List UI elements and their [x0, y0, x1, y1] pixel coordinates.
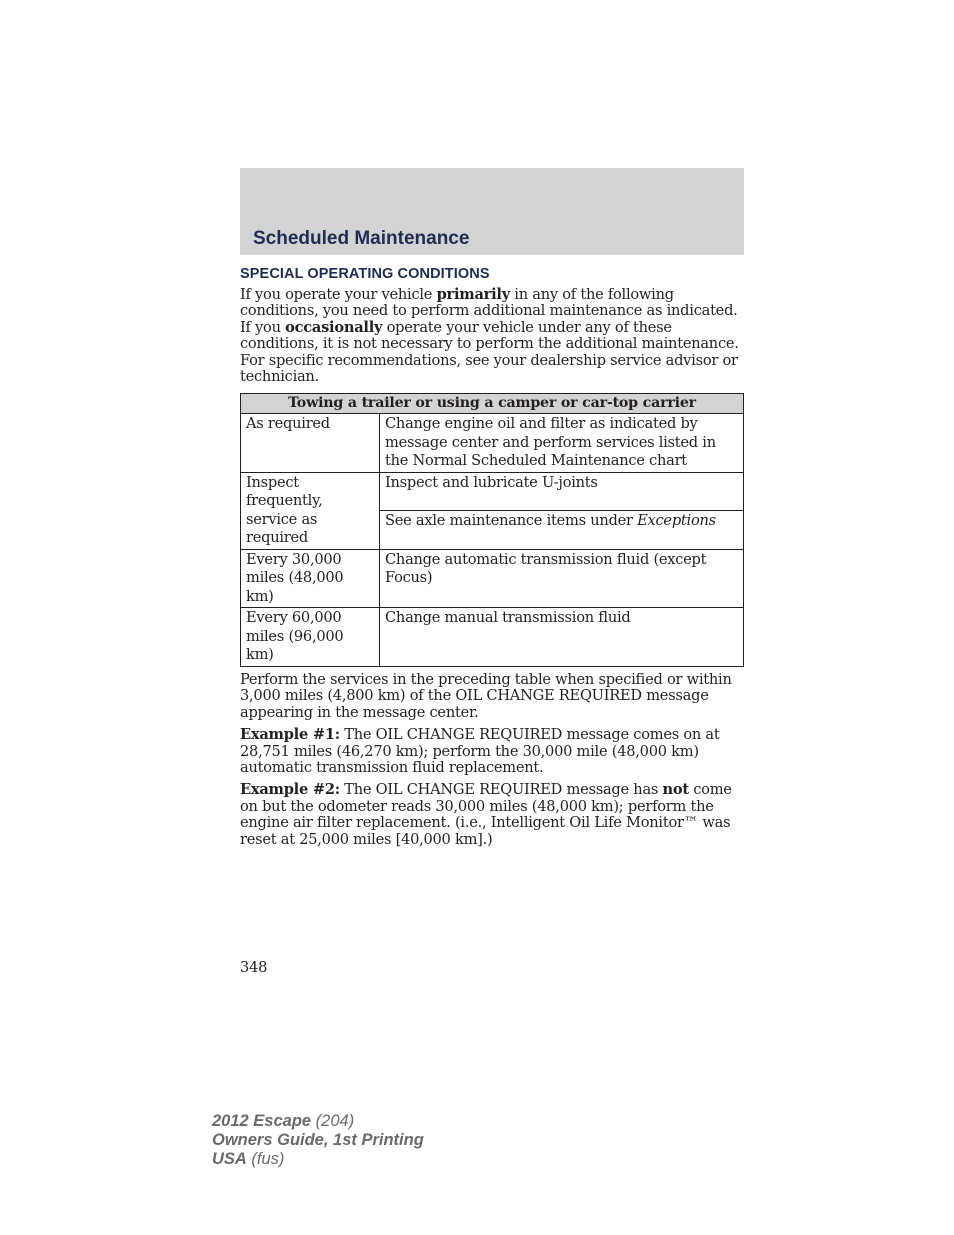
- interval-cell: Inspect frequently, service as required: [241, 472, 380, 549]
- interval-cell: As required: [241, 414, 380, 473]
- example-1-paragraph: Example #1: The OIL CHANGE REQUIRED message comes on at 28,751 miles (46,270 km); perform the 30,000 mile (48,000 km) automatic transmission fluid replacement.: [240, 726, 720, 776]
- page-number: 348: [240, 959, 268, 976]
- section-heading: SPECIAL OPERATING CONDITIONS: [240, 266, 490, 282]
- table-title: Towing a trailer or using a camper or car-top carrier: [241, 394, 744, 414]
- table-header-row: [241, 394, 744, 414]
- action-cell: Change automatic transmission fluid (except Focus): [380, 549, 744, 608]
- example-2-paragraph: Example #2: The OIL CHANGE REQUIRED message has not come on but the odometer reads 30,000 miles (48,000 km); perform the engine air filter replacement. (i.e., Intelligent Oil Life Monitor™ was reset at 25,000 miles [40,000 km].): [240, 781, 732, 848]
- intro-paragraph: If you operate your vehicle primarily in any of the following conditions, you need to perform additional maintenance as indicated. If you occasionally operate your vehicle under any of these conditions, it is not necessary to perform the additional maintenance. For specific recommendations, see your dealership service advisor or technician.: [240, 286, 739, 386]
- action-cell: Change engine oil and filter as indicated by message center and perform services listed in the Normal Scheduled Maintenance chart: [380, 414, 744, 473]
- page-title: Scheduled Maintenance: [253, 228, 470, 249]
- footer: [212, 1112, 424, 1169]
- action-cell: Inspect and lubricate U-joints: [380, 472, 744, 511]
- main-content: [240, 266, 744, 854]
- footer-line-1: 2012 Escape (204): [212, 1112, 355, 1130]
- interval-cell: Every 30,000 miles (48,000 km): [241, 549, 380, 608]
- table-row: [241, 608, 744, 667]
- table-row: [241, 414, 744, 473]
- footer-line-3: USA (fus): [212, 1150, 285, 1168]
- action-cell: See axle maintenance items under Exceptions: [380, 511, 744, 550]
- footer-line-2: Owners Guide, 1st Printing: [212, 1131, 424, 1149]
- table-row: [241, 472, 744, 511]
- after-table-paragraph: Perform the services in the preceding table when specified or within 3,000 miles (4,800 km) of the OIL CHANGE REQUIRED message appearing in the message center.: [240, 670, 732, 721]
- header-band: [240, 168, 744, 255]
- maintenance-table: [240, 393, 744, 667]
- action-cell: Change manual transmission fluid: [380, 608, 744, 667]
- interval-cell: Every 60,000 miles (96,000 km): [241, 608, 380, 667]
- table-row: [241, 549, 744, 608]
